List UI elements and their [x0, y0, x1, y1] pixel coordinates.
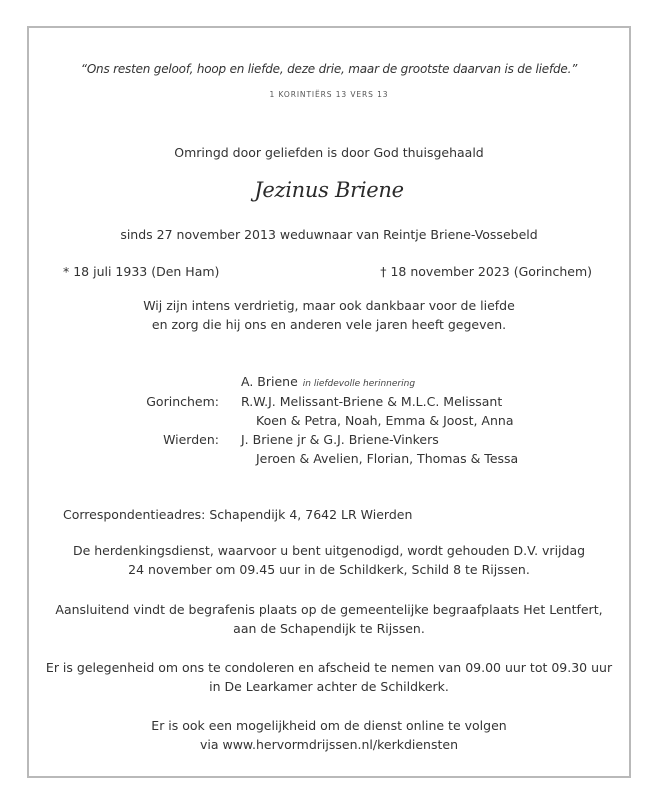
funeral-announcement-card: [27, 26, 631, 778]
quote-reference: 1 KORINTIËRS 13 VERS 13: [269, 90, 389, 99]
grief-line: Wij zijn intens verdrietig, maar ook dankbaar voor de liefde: [143, 298, 515, 313]
condolence-line: Er is gelegenheid om ons te condoleren en afscheid te nemen van 09.00 uur tot 09.30 uur: [45, 660, 613, 675]
online-line: Er is ook een mogelijkheid om de dienst online te volgen: [151, 718, 507, 733]
deceased-name: Jezinus Briene: [254, 178, 404, 202]
grief-message: [29, 296, 629, 334]
bible-quote: “Ons resten geloof, hoop en liefde, deze drie, maar de grootste daarvan is de liefde.”: [80, 62, 578, 76]
online-info: [29, 716, 629, 754]
intro-text: Omringd door geliefden is door God thuisgehaald: [174, 145, 484, 160]
family-place: Gorinchem:: [146, 394, 219, 409]
family-children: Koen & Petra, Noah, Emma & Joost, Anna: [256, 413, 514, 428]
family-children: Jeroen & Avelien, Florian, Thomas & Tessa: [256, 451, 519, 466]
service-line: 24 november om 09.45 uur in de Schildkerk, Schild 8 te Rijssen.: [128, 562, 530, 577]
service-line: De herdenkingsdienst, waarvoor u bent uitgenodigd, wordt gehouden D.V. vrijdag: [72, 543, 586, 558]
condolence-info: [29, 658, 629, 696]
correspondence-address: Correspondentieadres: Schapendijk 4, 7642 LR Wierden: [63, 507, 413, 522]
burial-info: [29, 600, 629, 638]
widower-line: sinds 27 november 2013 weduwnaar van Reintje Briene-Vossebeld: [120, 227, 538, 242]
family-note: in liefdevolle herinnering: [302, 379, 416, 389]
service-info: [29, 541, 629, 579]
grief-line: en zorg die hij ons en anderen vele jaren heeft gegeven.: [151, 317, 507, 332]
burial-line: aan de Schapendijk te Rijssen.: [233, 621, 425, 636]
family-place: Wierden:: [163, 432, 219, 447]
online-link[interactable]: via www.hervormdrijssen.nl/kerkdiensten: [199, 737, 459, 752]
family-name: R.W.J. Melissant-Briene & M.L.C. Melissant: [241, 394, 503, 409]
family-name: A. Briene: [241, 374, 298, 389]
burial-line: Aansluitend vindt de begrafenis plaats op de gemeentelijke begraafplaats Het Lentfert,: [55, 602, 603, 617]
family-name: J. Briene jr & G.J. Briene-Vinkers: [241, 432, 439, 447]
condolence-line: in De Learkamer achter de Schildkerk.: [209, 679, 449, 694]
birth-date: * 18 juli 1933 (Den Ham): [63, 264, 220, 279]
death-date: † 18 november 2023 (Gorinchem): [380, 264, 592, 279]
